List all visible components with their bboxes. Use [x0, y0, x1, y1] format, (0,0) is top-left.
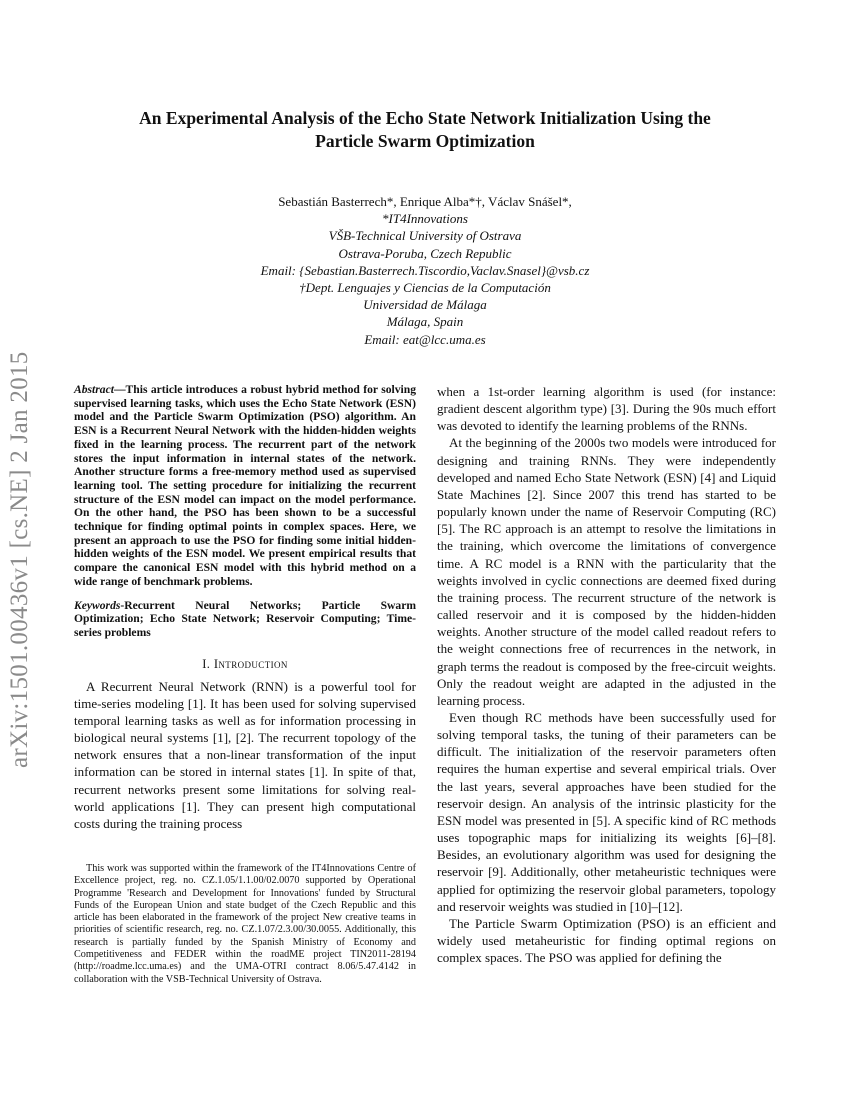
paper-title: [70, 107, 780, 153]
keywords-text: -Recurrent Neural Networks; Particle Swarm Optimization; Echo State Network; Reservoir Computing; Time-series problems: [74, 598, 416, 639]
section-heading-introduction: [74, 657, 416, 672]
affiliation-1-university: VŠB-Technical University of Ostrava: [328, 228, 522, 244]
abstract: [74, 383, 416, 589]
arxiv-side-stamp: arXiv:1501.00436v1 [cs.NE] 2 Jan 2015: [6, 351, 33, 768]
section-title: Introduction: [213, 656, 288, 671]
affiliation-1-name: *IT4Innovations: [382, 211, 468, 227]
affiliation-2-department: †Dept. Lenguajes y Ciencias de la Computación: [299, 280, 551, 296]
section-number: I.: [202, 656, 211, 671]
left-column: [74, 383, 416, 832]
author-names: Sebastián Basterrech*, Enrique Alba*†, Václav Snášel*,: [278, 194, 572, 209]
right-paragraph: Even though RC methods have been successfully used for solving temporal tasks, the tuning of their parameters can be difficult. The initialization of the reservoir parameters often requires the human expertise and several empirical trials. Over the last years, several approaches have been studied for the reservoir design. An analysis of the intrinsic plasticity for the ESN model was presented in [5]. A specific kind of RC methods uses topographic maps for initializing its weights [6]–[8]. Besides, an evolutionary algorithm was used for designing the reservoir [9]. Additionally, other metaheuristic techniques were applied for optimizing the reservoir global parameters, topology and reservoir weights was studied in [10]–[12].: [437, 709, 776, 914]
right-paragraph: when a 1st-order learning algorithm is used (for instance: gradient descent algorithm type) [3]. During the 90s much effort was devoted to identify the learning problems of the RNNs.: [437, 384, 776, 434]
affiliation-2-email: Email: eat@lcc.uma.es: [364, 331, 486, 347]
title-line-2: Particle Swarm Optimization: [315, 131, 535, 151]
right-paragraph: The Particle Swarm Optimization (PSO) is an efficient and widely used metaheuristic for finding optimal regions on complex spaces. The PSO was applied for defining the: [437, 915, 776, 966]
title-line-1: An Experimental Analysis of the Echo State Network Initialization Using the: [139, 108, 711, 128]
affiliation-2-university: Universidad de Málaga: [363, 297, 487, 313]
abstract-lead: Abstract: [74, 383, 114, 396]
author-block: [120, 193, 730, 348]
affiliation-1-email: Email: {Sebastian.Basterrech.Tiscordio,Vaclav.Snasel}@vsb.cz: [260, 262, 590, 278]
affiliation-1-city: Ostrava-Poruba, Czech Republic: [338, 245, 512, 261]
keywords-lead: Keywords: [74, 598, 121, 612]
left-paragraph: A Recurrent Neural Network (RNN) is a powerful tool for time-series modeling [1]. It has been used for solving supervised temporal learning tasks as well as for information processing in biological neural systems [1], [2]. The recurrent topology of the network ensures that a non-linear transformation of the input information can be stored in internal states [1]. In spite of that, recurrent networks present some limitations for solving real-world applications [1]. They can present high computational costs during the training process: [74, 678, 416, 831]
abstract-text: —This article introduces a robust hybrid method for solving supervised learning tasks, which uses the Echo State Network (ESN) model and the Particle Swarm Optimization (PSO) algorithm. An ESN is a Recurrent Neural Network with the hidden-hidden weights fixed in the learning process. The recurrent part of the network stores the input information in internal states of the network. Another structure forms a free-memory method used as supervised learning tool. The setting procedure for initializing the recurrent structure of the ESN model can impact on the model performance. On the other hand, the PSO has been shown to be a successful technique for finding optimal points in complex spaces. Here, we present an approach to use the PSO for finding some initial hidden-hidden weights of the ESN model. We present empirical results that compare the canonical ESN model with this hybrid method on a wide range of benchmark problems.: [74, 383, 416, 588]
right-column: [437, 383, 776, 966]
funding-footnote: This work was supported within the framework of the IT4Innovations Centre of Excellence project, reg. no. CZ.1.05/1.1.00/02.0070 supported by Operational Programme 'Research and Development for Innovations' funded by Structural Funds of the European Union and state budget of the Czech Republic and this article has been elaborated in the framework of the project New creative teams in priorities of scientific research, reg. no. CZ.1.07/2.3.00/30.0055. Additionally, this research is partially funded by the Spanish Ministry of Economy and Competitiveness and FEDER within the roadME project TIN2011-28194 (http://roadme.lcc.uma.es) and the UMA-OTRI contract 8.06/5.47.4142 in collaboration with the VSB-Technical University of Ostrava.: [74, 863, 416, 985]
affiliation-2-city: Málaga, Spain: [386, 314, 464, 330]
right-paragraph: At the beginning of the 2000s two models were introduced for designing and training RNNs. They were independently developed and named Echo State Network (ESN) [4] and Liquid State Machines [2]. Since 2007 this trend has started to be popularly known under the name of Reservoir Computing (RC) [5]. The RC approach is an attempt to resolve the limitations in the training, which overcome the limitations of convergence time. A RC model is a RNN with the particularity that the weights involved in cyclic connections are deemed fixed during the training process. The recurrent structure of the network is called reservoir and it is composed by the hidden-hidden weights. Another structure of the model called readout refers to the weight connections free of recurrences in the network, in graph terms the readout is composed by the free-circuit weights. Only the readout weight are adapted in the adjusted in the learning process.: [437, 435, 776, 708]
keywords: [74, 599, 416, 640]
